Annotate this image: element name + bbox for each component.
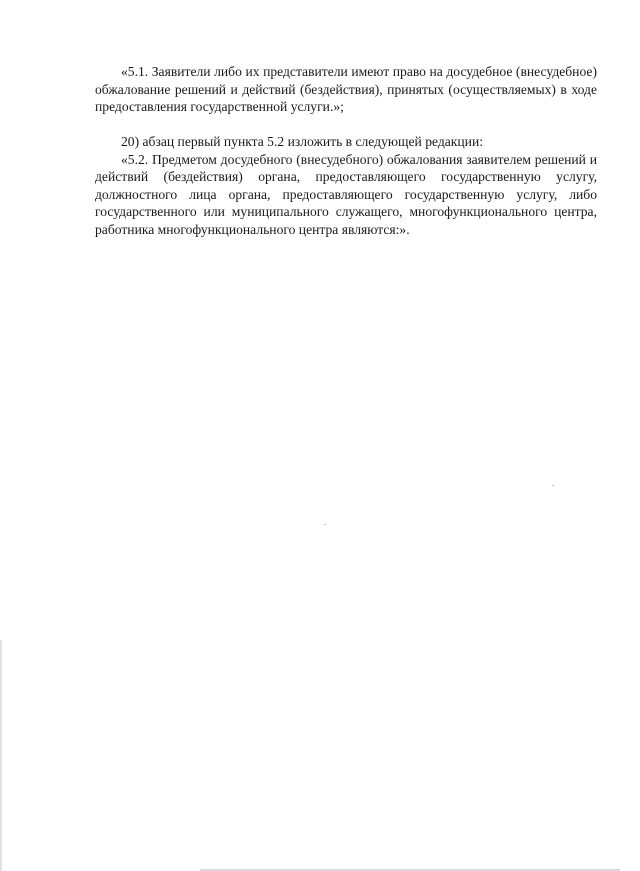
text-block-top xyxy=(95,63,597,116)
paragraph-5-1: «5.1. Заявители либо их представители имеют право на досудебное (внесудебное) обжалование решений и действий (бездействия), принятых (осуществляемых) в ходе предоставления государственной услуги.»; xyxy=(95,64,597,114)
scan-left-edge xyxy=(0,640,2,871)
item-20-instruction: 20) абзац первый пункта 5.2 изложить в следующей редакции: xyxy=(121,134,484,149)
scan-speck xyxy=(324,524,326,525)
paragraph-5-2: «5.2. Предметом досудебного (внесудебного) обжалования заявителем решений и действий (бездействия) органа, предоставляющего государственную услугу, должностного лица органа, предоставляющего государственную услугу, либо государственного или муниципального служащего, многофункционального центра, работника многофункционального центра являются:». xyxy=(95,151,597,237)
text-block-amendment xyxy=(95,133,597,238)
scan-speck xyxy=(552,485,554,486)
